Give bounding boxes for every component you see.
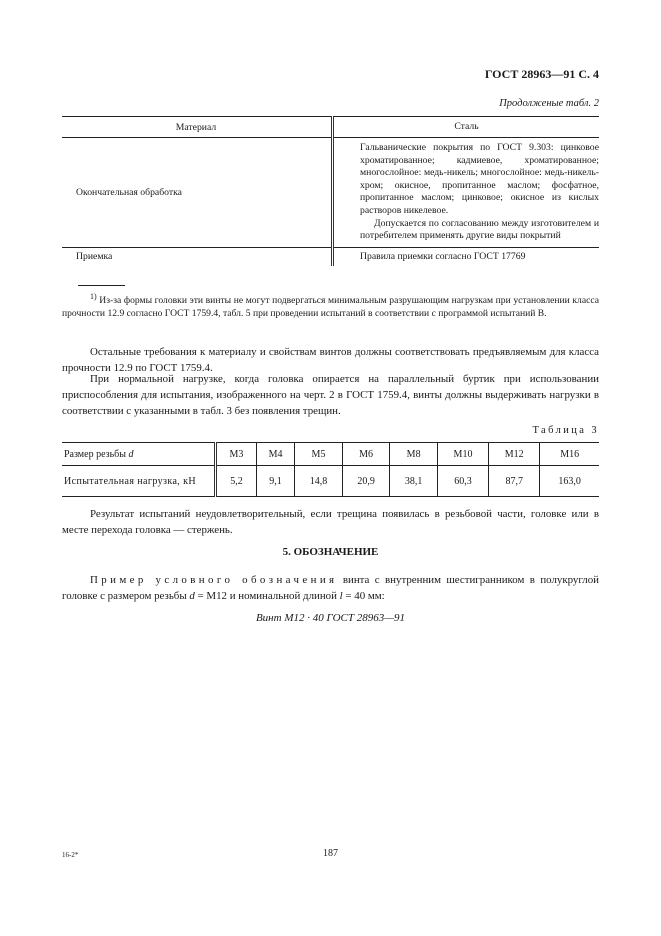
test-load-cell: 20,9 — [342, 466, 390, 497]
column-header-material: Материал — [62, 117, 333, 138]
row-label-acceptance: Приемка — [76, 251, 113, 263]
table-3-row-test-load — [62, 466, 599, 497]
row-label-finishing: Окончательная обработка — [62, 138, 333, 248]
test-load-cell: 163,0 — [540, 466, 599, 497]
row-label-test-load: Испытательная нагрузка, кН — [62, 466, 216, 497]
thread-size-cell: M4 — [256, 443, 294, 466]
paragraph-test-result — [62, 507, 599, 539]
table-3-caption: Таблица 3 — [532, 425, 599, 436]
test-load-cell: 87,7 — [489, 466, 540, 497]
footnote — [62, 292, 599, 321]
paragraph-text: При нормальной нагрузке, когда головка опирается на параллельный буртик при использовании приспособления для испытания, изображенного на черт. 2 в ГОСТ 1759.4, винты должны выдерживать нагрузки в соответствии с указанными в табл. 3 без появления трещин. — [62, 373, 599, 417]
thread-size-cell: M8 — [390, 443, 438, 466]
test-load-cell: 60,3 — [437, 466, 488, 497]
column-header-steel: Сталь — [333, 117, 600, 138]
paragraph-text: Остальные требования к материалу и свойствам винтов должны соответствовать предъявляемым для класса прочности 12.9 по ГОСТ 1759.4. — [62, 346, 599, 374]
acceptance-rules-cell: Правила приемки согласно ГОСТ 17769 — [333, 247, 600, 266]
thread-size-cell: M6 — [342, 443, 390, 466]
table-2 — [62, 116, 599, 266]
designation-example: Пример условного обозначения винта с внутренним шестигранником в полукруглой головке с размером резьбы d = M12 и номинальной длиной l = 40 мм: — [62, 574, 600, 602]
finishing-coatings-cell — [333, 138, 600, 248]
thread-size-cell: M5 — [295, 443, 343, 466]
footnote-text: Из-за формы головки эти винты не могут подвергаться минимальным разрушающим нагрузкам при установлении класса прочности 12.9 согласно ГОСТ 1759.4, табл. 5 при проведении испытаний в соответствии с программой испытаний В. — [62, 295, 599, 320]
table-3 — [62, 442, 599, 497]
test-load-cell: 5,2 — [216, 466, 257, 497]
print-mark: 16-2* — [62, 851, 79, 859]
thread-size-cell: M12 — [489, 443, 540, 466]
example-spaced-label: Пример условного обозначения — [90, 574, 338, 586]
paragraph-load-test — [62, 372, 599, 419]
page-number: 187 — [323, 848, 338, 859]
table-3-row-thread-size — [62, 443, 599, 466]
test-load-cell: 9,1 — [256, 466, 294, 497]
coatings-note: Допускается по согласованию между изготовителем и потребителем применять другие виды покрытий — [360, 217, 599, 242]
table-row — [62, 247, 599, 266]
table-continuation-label: Продолженые табл. 2 — [499, 98, 599, 109]
section-5-heading: 5. ОБОЗНАЧЕНИЕ — [282, 546, 379, 558]
test-load-cell: 38,1 — [390, 466, 438, 497]
thread-size-cell: M10 — [437, 443, 488, 466]
paragraph-text: Результат испытаний неудовлетворительный, если трещина появилась в резьбовой части, головке или в месте перехода головка — стержень. — [62, 508, 599, 536]
designation-formula: Винт М12 · 40 ГОСТ 28963—91 — [255, 612, 406, 624]
page-header-title: ГОСТ 28963—91 С. 4 — [484, 67, 599, 81]
footnote-mark: 1) — [90, 292, 97, 301]
table-2-header-row — [62, 117, 599, 138]
coatings-text: Гальванические покрытия по ГОСТ 9.303: цинковое хроматированное; кадмиевое, хроматированное; многослойное: медь-никель; многослойное: медь-никель-хром; окисное, пропитанное маслом; фосфатное, пропитанное маслом; цинковое; окисное из кислых растворов никелевое. — [360, 142, 599, 217]
row-label-thread-size: Размер резьбы d — [62, 443, 216, 466]
test-load-cell: 14,8 — [295, 466, 343, 497]
thread-size-cell: M3 — [216, 443, 257, 466]
footnote-divider — [78, 285, 125, 286]
thread-size-cell: M16 — [540, 443, 599, 466]
table-row — [62, 138, 599, 248]
